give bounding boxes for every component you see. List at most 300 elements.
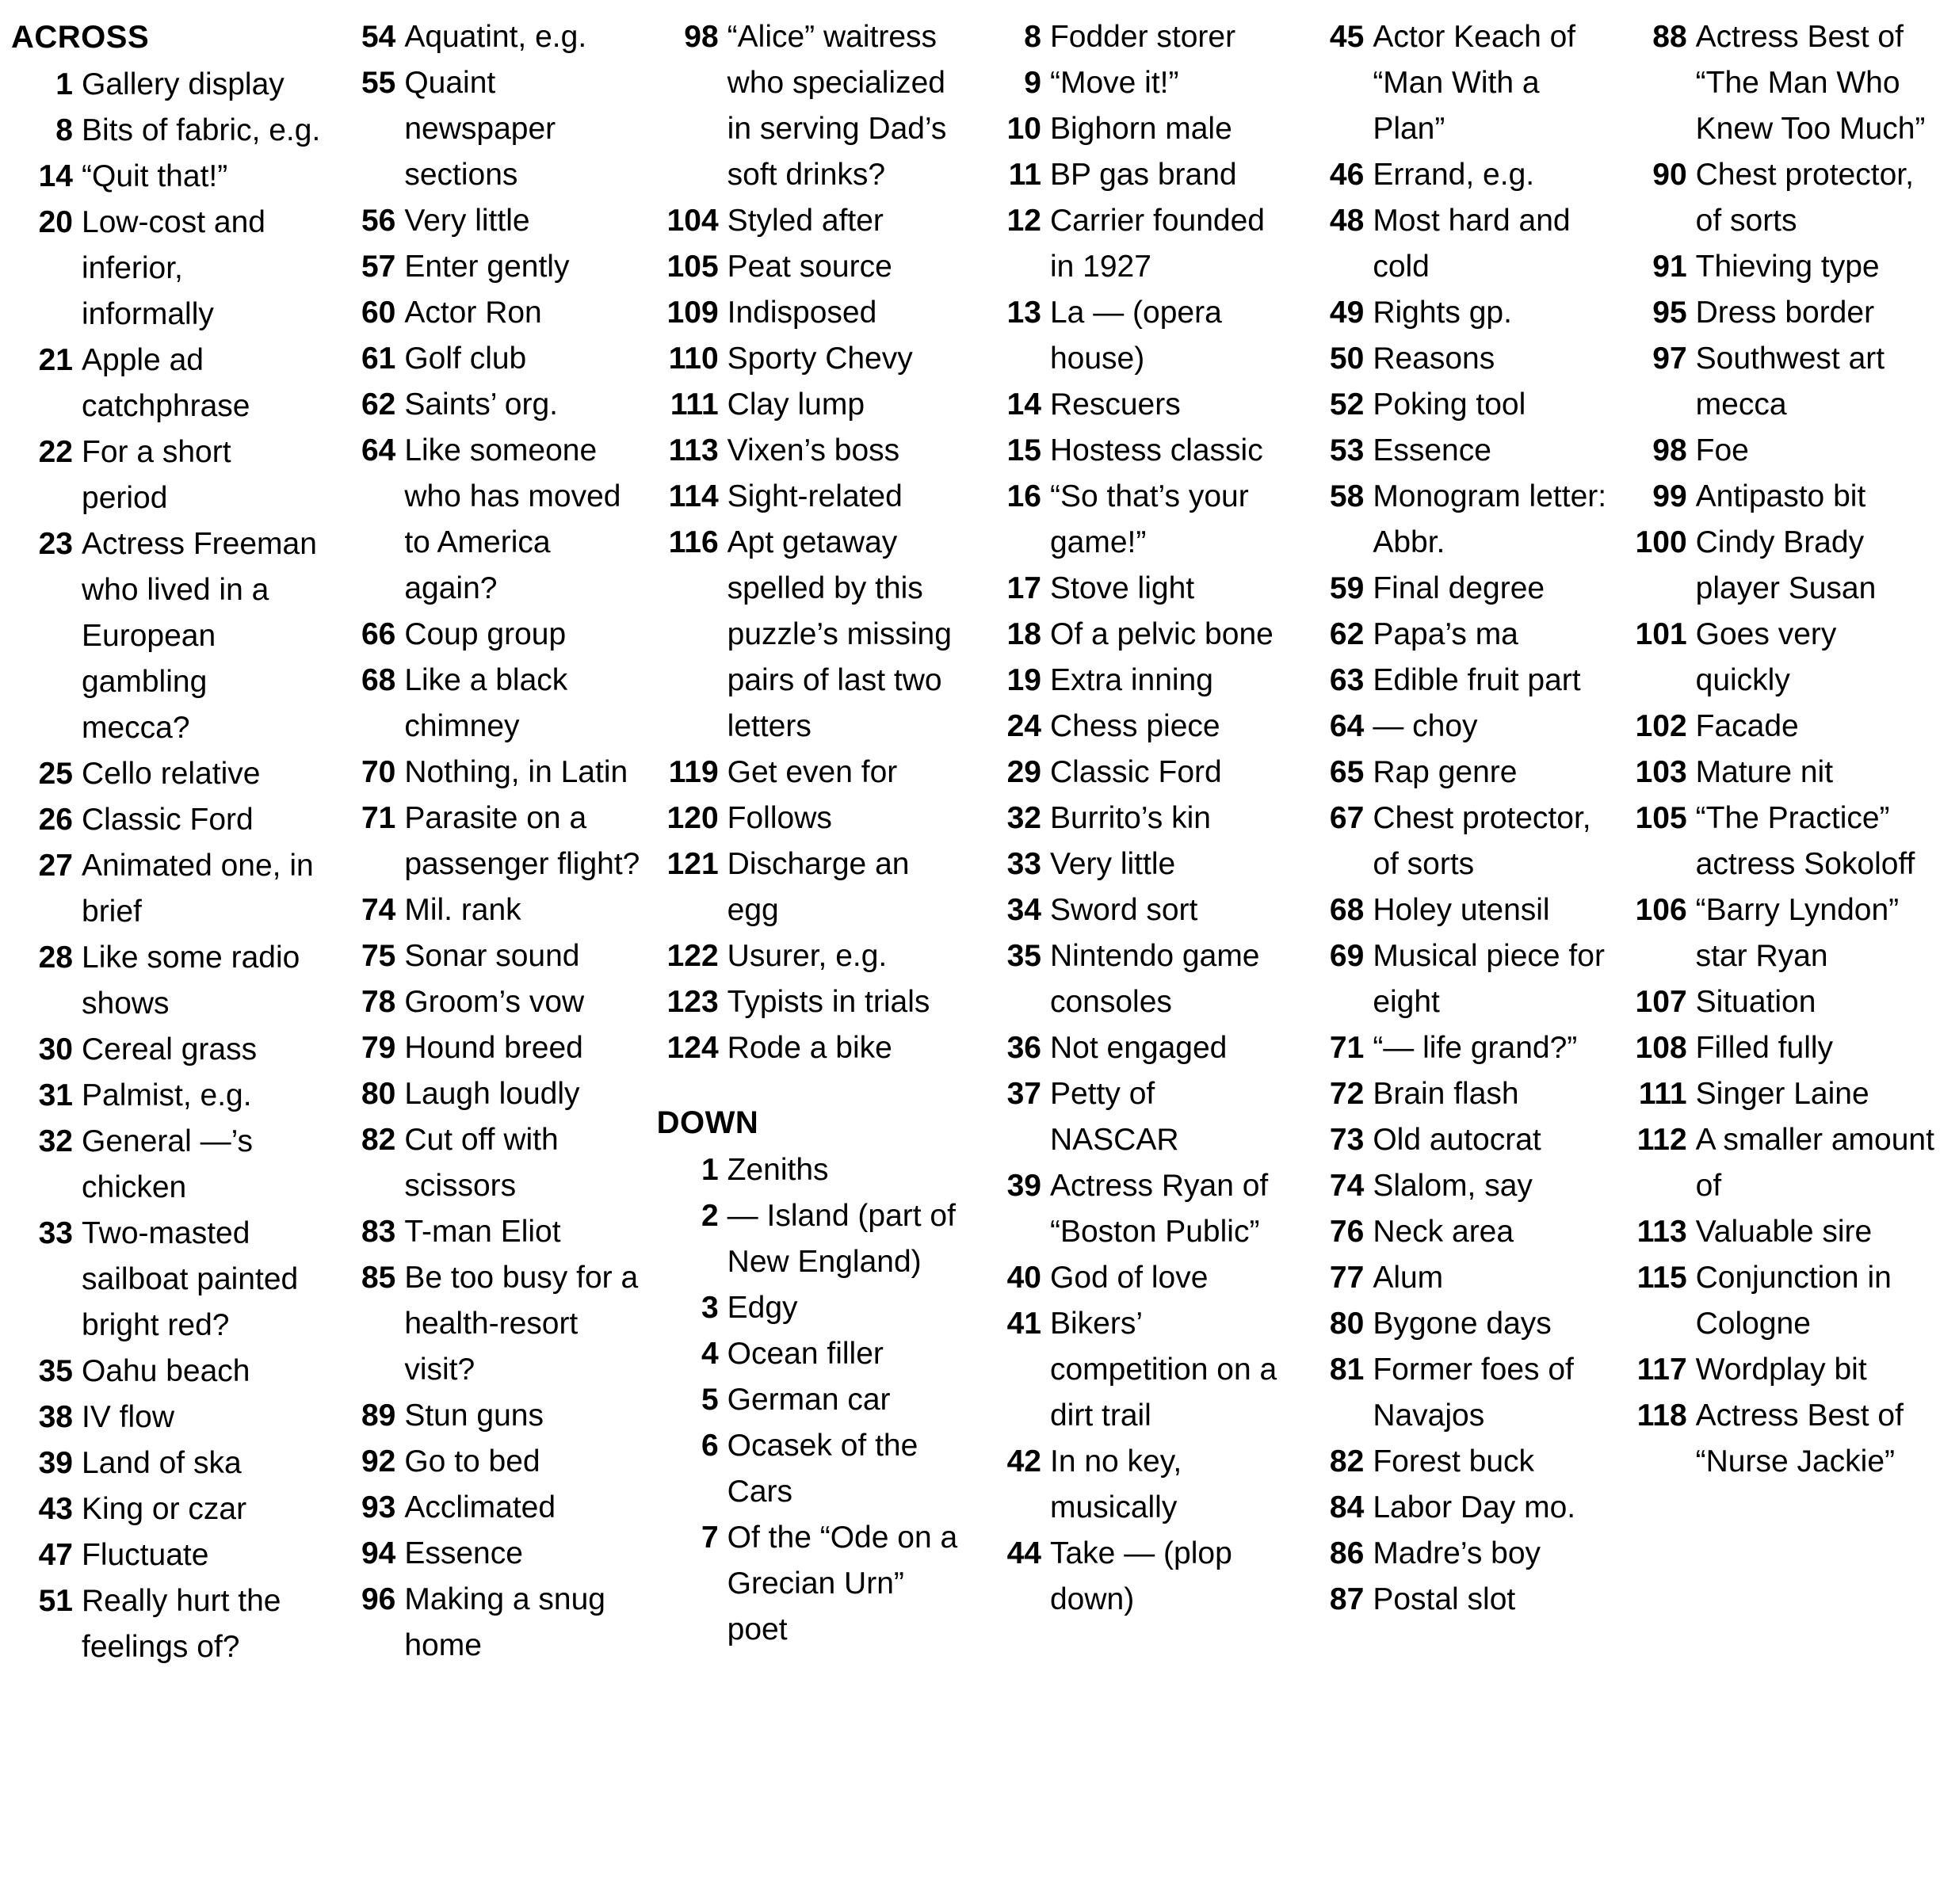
clue-column	[980, 14, 1302, 1623]
clue-number: 77	[1329, 1261, 1365, 1295]
clue-text: Cindy Brady player Susan	[1695, 525, 1877, 605]
clue-number: 61	[361, 341, 396, 376]
clue-column	[1302, 14, 1625, 1623]
clue-number: 113	[668, 433, 719, 467]
clue-number: 67	[1329, 801, 1365, 835]
clue-text: Aquatint, e.g.	[404, 20, 587, 54]
clue-entry	[1302, 1439, 1613, 1485]
clue-entry	[657, 1025, 968, 1071]
clue-number: 58	[1329, 479, 1365, 513]
clue-number: 115	[1636, 1261, 1687, 1295]
clue-entry	[334, 1025, 645, 1071]
clue-text: Be too busy for a health-resort visit?	[404, 1261, 639, 1387]
clue-number: 12	[1006, 204, 1041, 238]
clue-number: 34	[1006, 893, 1041, 927]
clue-number: 93	[361, 1490, 396, 1524]
clue-entry	[657, 198, 968, 244]
clue-text: Madre’s boy	[1373, 1536, 1541, 1570]
clue-text: Discharge an egg	[727, 847, 910, 927]
clue-column	[1625, 14, 1948, 1485]
clue-entry	[1302, 1117, 1613, 1163]
clue-entry	[334, 336, 645, 382]
clue-text: Saints’ org.	[404, 387, 558, 422]
clue-text: Styled after	[727, 204, 884, 238]
clue-number: 55	[361, 66, 396, 100]
clue-text: Rights gp.	[1373, 296, 1512, 330]
clue-entry	[11, 1395, 323, 1440]
clue-text: Edgy	[727, 1291, 798, 1325]
clue-number: 120	[666, 801, 719, 835]
clue-number: 72	[1329, 1077, 1365, 1111]
clue-text: Facade	[1695, 709, 1799, 743]
clue-text: Animated one, in brief	[82, 849, 314, 929]
clue-text: — Island (part of New England)	[727, 1199, 956, 1279]
clue-entry	[1625, 1025, 1937, 1071]
clue-number: 81	[1329, 1353, 1365, 1387]
clue-text: Sight-related	[727, 479, 903, 513]
clue-text: Carrier founded in 1927	[1049, 204, 1265, 284]
clue-text: Forest buck	[1373, 1444, 1535, 1479]
clue-number: 117	[1636, 1353, 1687, 1387]
clue-entry	[1625, 152, 1937, 244]
clue-number: 114	[668, 479, 719, 513]
clue-text: Hostess classic	[1049, 433, 1263, 467]
clue-number: 3	[701, 1291, 719, 1325]
clue-entry	[657, 244, 968, 290]
clue-entry	[980, 566, 1291, 612]
clue-entry	[11, 1532, 323, 1578]
clue-entry	[11, 797, 323, 843]
clue-text: “Alice” waitress who specialized in serving Dad’s soft drinks?	[727, 20, 947, 192]
clue-text: Poking tool	[1373, 387, 1526, 422]
clue-text: Take — (plop down)	[1049, 1536, 1232, 1616]
clue-entry	[1625, 1347, 1937, 1393]
clue-entry	[1625, 1255, 1937, 1347]
clue-entry	[11, 1578, 323, 1670]
clue-text: God of love	[1049, 1261, 1209, 1295]
clue-entry	[334, 1393, 645, 1439]
clue-number: 32	[38, 1124, 73, 1158]
clue-entry	[11, 1486, 323, 1532]
clue-text: Apple ad catchphrase	[82, 343, 250, 423]
clue-entry	[980, 474, 1291, 566]
clue-number: 51	[38, 1584, 73, 1618]
clue-number: 41	[1006, 1307, 1041, 1341]
clue-number: 66	[361, 617, 396, 651]
clue-number: 1	[701, 1153, 719, 1187]
clue-number: 29	[1006, 755, 1041, 789]
clue-text: Burrito’s kin	[1049, 801, 1212, 835]
clue-text: Of the “Ode on a Grecian Urn” poet	[727, 1521, 958, 1646]
clue-entry	[980, 106, 1291, 152]
clue-entry	[334, 428, 645, 612]
clue-text: Hound breed	[404, 1031, 583, 1065]
clue-entry	[657, 474, 968, 520]
clue-entry	[657, 290, 968, 336]
clue-text: Holey utensil	[1373, 893, 1550, 927]
clue-entry	[1625, 520, 1937, 612]
clue-number: 104	[666, 204, 719, 238]
clue-number: 19	[1006, 663, 1041, 697]
clue-number: 14	[1006, 387, 1041, 422]
clue-text: Singer Laine	[1695, 1077, 1869, 1111]
clue-entry	[980, 658, 1291, 704]
clue-number: 24	[1006, 709, 1041, 743]
clue-number: 99	[1652, 479, 1687, 513]
clue-entry	[1302, 1577, 1613, 1623]
clue-number: 1	[55, 67, 73, 101]
clue-entry	[657, 1377, 968, 1423]
clue-text: Fluctuate	[82, 1538, 209, 1572]
clue-entry	[334, 658, 645, 750]
clue-entry	[1625, 979, 1937, 1025]
clue-number: 53	[1329, 433, 1365, 467]
clue-entry	[11, 1027, 323, 1073]
clue-number: 86	[1329, 1536, 1365, 1570]
clue-number: 43	[38, 1492, 73, 1526]
clue-number: 4	[701, 1337, 719, 1371]
clue-entry	[657, 1147, 968, 1193]
clue-entry	[334, 1577, 645, 1669]
clue-number: 78	[361, 985, 396, 1019]
clue-entry	[980, 428, 1291, 474]
clue-text: Get even for	[727, 755, 898, 789]
clue-text: Cut off with scissors	[404, 1123, 559, 1203]
clue-text: Quaint newspaper sections	[404, 66, 556, 192]
clue-text: Chest protector, of sorts	[1373, 801, 1591, 881]
clue-entry	[980, 704, 1291, 750]
clue-text: Rap genre	[1373, 755, 1518, 789]
clue-text: Papa’s ma	[1373, 617, 1518, 651]
clue-entry	[1625, 290, 1937, 336]
clue-text: Sonar sound	[404, 939, 580, 973]
clue-text: Really hurt the feelings of?	[82, 1584, 281, 1664]
clue-text: Ocean filler	[727, 1337, 884, 1371]
clue-number: 108	[1635, 1031, 1687, 1065]
clue-entry	[1302, 1301, 1613, 1347]
section-heading-down: DOWN	[656, 1105, 759, 1140]
clue-number: 105	[666, 250, 719, 284]
clue-number: 123	[666, 985, 719, 1019]
clue-entry	[980, 887, 1291, 933]
clue-number: 20	[38, 205, 73, 239]
clue-entry	[1302, 1209, 1613, 1255]
clue-entry	[334, 290, 645, 336]
clue-entry	[334, 1117, 645, 1209]
clue-text: Valuable sire	[1695, 1215, 1873, 1249]
clue-text: Filled fully	[1695, 1031, 1834, 1065]
clue-number: 89	[361, 1398, 396, 1433]
clue-entry	[1625, 750, 1937, 796]
clue-text: “So that’s your game!”	[1049, 479, 1249, 559]
clue-text: Cello relative	[82, 757, 261, 791]
clue-entry	[334, 60, 645, 198]
clue-entry	[980, 612, 1291, 658]
clue-text: Like someone who has moved to America again?	[404, 433, 621, 605]
clue-text: Essence	[1373, 433, 1491, 467]
clue-number: 2	[701, 1199, 719, 1233]
clue-number: 44	[1006, 1536, 1041, 1570]
clue-text: Chess piece	[1049, 709, 1220, 743]
clue-entry	[1625, 336, 1937, 428]
clue-number: 26	[38, 803, 73, 837]
clue-text: Follows	[727, 801, 832, 835]
clue-text: Actor Keach of “Man With a Plan”	[1373, 20, 1576, 146]
clue-number: 98	[684, 20, 719, 54]
clue-text: Situation	[1695, 985, 1816, 1019]
clue-number: 79	[361, 1031, 396, 1065]
clue-entry	[1625, 14, 1937, 152]
clue-text: Enter gently	[404, 250, 570, 284]
clue-text: Actress Freeman who lived in a European gambling mecca?	[82, 527, 317, 745]
clue-number: 21	[38, 343, 73, 377]
clue-number: 112	[1636, 1123, 1687, 1157]
clue-number: 8	[55, 113, 73, 147]
clue-number: 107	[1635, 985, 1687, 1019]
clue-text: Slalom, say	[1373, 1169, 1533, 1203]
clue-entry	[980, 382, 1291, 428]
clue-number: 33	[1006, 847, 1041, 881]
clue-entry	[11, 1349, 323, 1395]
clue-entry	[334, 244, 645, 290]
clue-number: 46	[1329, 158, 1365, 192]
clue-entry	[334, 933, 645, 979]
clue-entry	[1302, 1025, 1613, 1071]
clue-text: Like a black chimney	[404, 663, 568, 743]
clue-entry	[11, 338, 323, 429]
clue-number: 97	[1652, 341, 1687, 376]
clue-number: 95	[1652, 296, 1687, 330]
clue-number: 91	[1652, 250, 1687, 284]
clue-text: Indisposed	[727, 296, 877, 330]
clue-text: La — (opera house)	[1049, 296, 1222, 376]
clue-text: Wordplay bit	[1695, 1353, 1867, 1387]
clue-number: 56	[361, 204, 396, 238]
clue-number: 103	[1635, 755, 1687, 789]
clue-number: 15	[1006, 433, 1041, 467]
clue-entry	[1302, 336, 1613, 382]
clue-entry	[1625, 612, 1937, 704]
clue-text: Stove light	[1049, 571, 1195, 605]
clue-number: 64	[361, 433, 396, 467]
clue-entry	[657, 1193, 968, 1285]
clue-entry	[334, 796, 645, 887]
clue-number: 54	[361, 20, 396, 54]
clue-number: 64	[1329, 709, 1365, 743]
clue-entry	[1302, 290, 1613, 336]
clue-number: 35	[1006, 939, 1041, 973]
clue-entry	[980, 1531, 1291, 1623]
clue-number: 63	[1329, 663, 1365, 697]
clue-number: 35	[38, 1354, 73, 1388]
clue-entry	[11, 1211, 323, 1349]
clue-number: 7	[701, 1521, 719, 1555]
clue-number: 30	[38, 1032, 73, 1066]
clue-text: Not engaged	[1049, 1031, 1228, 1065]
clue-number: 11	[1008, 158, 1041, 192]
clue-entry	[11, 62, 323, 108]
clue-text: Bygone days	[1373, 1307, 1552, 1341]
clue-text: Chest protector, of sorts	[1695, 158, 1914, 238]
clue-number: 87	[1329, 1582, 1365, 1616]
clue-text: Vixen’s boss	[727, 433, 900, 467]
clue-number: 109	[666, 296, 719, 330]
clue-entry	[334, 612, 645, 658]
clue-entry	[1302, 474, 1613, 566]
clue-number: 71	[361, 801, 396, 835]
clue-text: Parasite on a passenger flight?	[404, 801, 640, 881]
clue-number: 82	[1329, 1444, 1365, 1479]
clue-entry	[1302, 658, 1613, 704]
clue-number: 101	[1635, 617, 1687, 651]
clue-text: Rode a bike	[727, 1031, 892, 1065]
clue-text: Conjunction in Cologne	[1695, 1261, 1892, 1341]
clue-entry	[334, 14, 645, 60]
clue-text: Goes very quickly	[1695, 617, 1837, 697]
clue-text: Clay lump	[727, 387, 865, 422]
clue-entry	[1625, 244, 1937, 290]
clue-number: 14	[38, 159, 73, 193]
clue-number: 70	[361, 755, 396, 789]
clue-text: Errand, e.g.	[1373, 158, 1535, 192]
clue-number: 119	[668, 755, 719, 789]
clue-entry	[1625, 1393, 1937, 1485]
clue-entry	[1302, 933, 1613, 1025]
clue-text: Peat source	[727, 250, 892, 284]
clue-number: 9	[1024, 66, 1041, 100]
clue-entry	[980, 290, 1291, 382]
clue-text: Very little	[1049, 847, 1176, 881]
clue-entry	[11, 751, 323, 797]
clue-text: Petty of NASCAR	[1049, 1077, 1179, 1157]
clue-number: 18	[1006, 617, 1041, 651]
clue-text: Reasons	[1373, 341, 1495, 376]
clue-number: 52	[1329, 387, 1365, 422]
clue-entry	[11, 108, 323, 154]
clue-text: Nothing, in Latin	[404, 755, 628, 789]
clue-number: 5	[701, 1383, 719, 1417]
clue-text: Rescuers	[1049, 387, 1181, 422]
clue-entry	[980, 1255, 1291, 1301]
clue-text: Dress border	[1695, 296, 1875, 330]
clue-number: 124	[666, 1031, 719, 1065]
clue-text: Fodder storer	[1049, 20, 1236, 54]
clue-number: 76	[1329, 1215, 1365, 1249]
clue-number: 48	[1329, 204, 1365, 238]
clue-entry	[11, 1440, 323, 1486]
clue-entry	[11, 935, 323, 1027]
clue-text: Nintendo game consoles	[1049, 939, 1260, 1019]
clue-number: 68	[1329, 893, 1365, 927]
clue-entry	[980, 750, 1291, 796]
clue-entry	[334, 979, 645, 1025]
clue-number: 17	[1006, 571, 1041, 605]
clue-number: 102	[1635, 709, 1687, 743]
clue-text: Apt getaway spelled by this puzzle’s missing pairs of last two letters	[727, 525, 952, 743]
clue-entry	[1302, 704, 1613, 750]
clue-entry	[11, 1073, 323, 1119]
clue-number: 82	[361, 1123, 396, 1157]
clue-text: Palmist, e.g.	[82, 1078, 252, 1112]
clue-column	[657, 14, 980, 1653]
clue-text: IV flow	[82, 1400, 175, 1434]
clue-entry	[980, 1025, 1291, 1071]
clue-text: General —’s chicken	[82, 1124, 254, 1204]
clue-entry	[334, 1071, 645, 1117]
clue-entry	[1625, 428, 1937, 474]
clue-entry	[11, 429, 323, 521]
clue-number: 27	[38, 849, 73, 883]
clue-text: Of a pelvic bone	[1049, 617, 1274, 651]
clue-number: 113	[1636, 1215, 1687, 1249]
clue-text: Classic Ford	[1049, 755, 1222, 789]
clue-text: Low-cost and inferior, informally	[82, 205, 265, 331]
clue-number: 28	[38, 941, 73, 975]
section-heading-across: ACROSS	[11, 20, 150, 55]
clue-entry	[657, 796, 968, 841]
clue-number: 121	[666, 847, 719, 881]
clue-text: Edible fruit part	[1373, 663, 1581, 697]
clue-entry	[11, 1119, 323, 1211]
clue-entry	[980, 152, 1291, 198]
clue-text: Typists in trials	[727, 985, 930, 1019]
clue-text: “— life grand?”	[1373, 1031, 1578, 1065]
clue-number: 25	[38, 757, 73, 791]
clue-entry	[1625, 704, 1937, 750]
clue-entry	[334, 1209, 645, 1255]
clue-entry	[657, 14, 968, 198]
clue-text: T-man Eliot	[404, 1215, 561, 1249]
clue-number: 75	[361, 939, 396, 973]
clue-number: 22	[38, 435, 73, 469]
clue-text: BP gas brand	[1049, 158, 1237, 192]
clue-text: Sword sort	[1049, 893, 1198, 927]
clue-column	[11, 14, 334, 1670]
clue-number: 32	[1006, 801, 1041, 835]
clue-number: 60	[361, 296, 396, 330]
clue-number: 68	[361, 663, 396, 697]
clue-entry	[1625, 887, 1937, 979]
clue-entry	[980, 841, 1291, 887]
clue-text: Like some radio shows	[82, 941, 300, 1021]
clue-text: Land of ska	[82, 1446, 242, 1480]
clue-text: Postal slot	[1373, 1582, 1516, 1616]
clue-entry	[1302, 796, 1613, 887]
clue-text: Classic Ford	[82, 803, 254, 837]
clue-entry	[1302, 428, 1613, 474]
clue-text: Foe	[1695, 433, 1749, 467]
clue-text: Labor Day mo.	[1373, 1490, 1576, 1524]
clue-text: — choy	[1373, 709, 1478, 743]
clue-entry	[1625, 796, 1937, 887]
clue-entry	[334, 750, 645, 796]
clue-number: 69	[1329, 939, 1365, 973]
clue-text: Mil. rank	[404, 893, 521, 927]
clue-text: Southwest art mecca	[1695, 341, 1885, 422]
clue-number: 62	[361, 387, 396, 422]
clue-number: 10	[1006, 112, 1041, 146]
clue-entry	[657, 1285, 968, 1331]
clue-text: Stun guns	[404, 1398, 544, 1433]
clue-number: 71	[1329, 1031, 1365, 1065]
clue-entry	[334, 382, 645, 428]
clue-number: 31	[38, 1078, 73, 1112]
clue-entry	[1302, 1071, 1613, 1117]
clue-number: 83	[361, 1215, 396, 1249]
clue-number: 118	[1636, 1398, 1687, 1433]
clue-entry	[657, 841, 968, 933]
clue-text: Extra inning	[1049, 663, 1213, 697]
